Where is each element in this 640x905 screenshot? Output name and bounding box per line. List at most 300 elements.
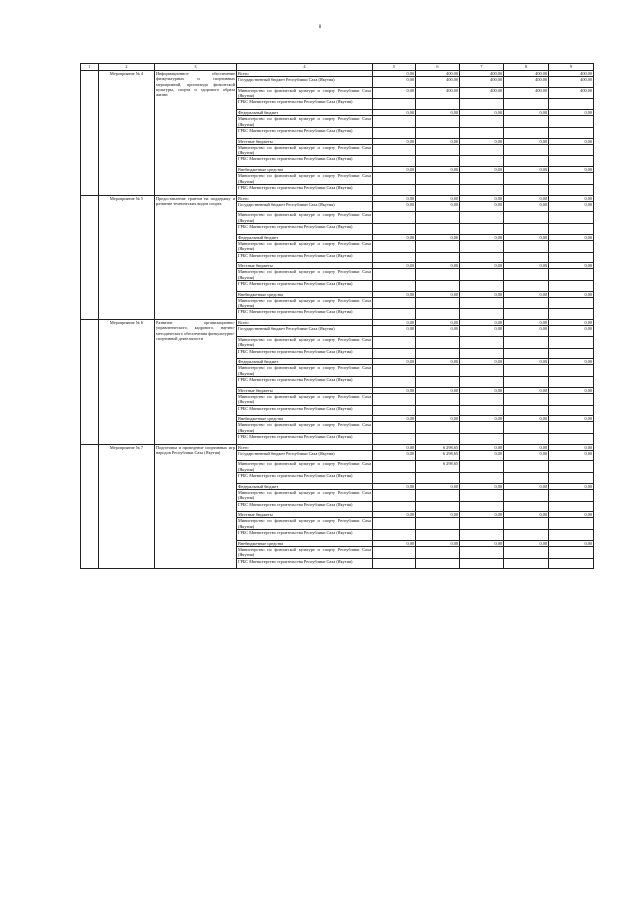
amount-cell [416, 297, 460, 309]
amount-cell: 0,00 [504, 512, 549, 518]
amount-cell [549, 269, 594, 281]
amount-cell: 0,00 [460, 167, 504, 173]
amount-cell [504, 173, 549, 185]
col-header-9: 9 [549, 64, 594, 71]
amount-cell [504, 116, 549, 128]
funding-source-cell: Государственный бюджет Республики Саха (Якутия) [237, 77, 373, 88]
funding-source-cell: Министерство по физической культуре и спорту Республики Саха (Якутия) [238, 144, 371, 156]
amount-cell [416, 348, 460, 359]
amount-cell [549, 518, 594, 530]
amount-cell: 0,00 [504, 326, 549, 337]
funding-source-cell: ГРБС Министерство строительства Республики Саха (Якутия) [237, 99, 373, 110]
amount-cell [373, 99, 416, 110]
amount-cell: 400,00 [549, 71, 594, 77]
amount-cell [416, 184, 460, 195]
amount-cell [549, 558, 594, 569]
amount-cell [549, 377, 594, 388]
amount-cell [416, 434, 460, 445]
amount-cell [416, 473, 460, 484]
amount-cell: 0,00 [504, 167, 549, 173]
amount-cell [504, 546, 549, 558]
amount-cell [504, 473, 549, 484]
amount-cell: 0,00 [504, 359, 549, 365]
amount-cell [373, 252, 416, 263]
funding-source-cell: Федеральный бюджет [237, 359, 373, 365]
amount-cell [373, 473, 416, 484]
amount-cell: 0,00 [460, 444, 504, 450]
amount-cell [549, 473, 594, 484]
amount-cell: 0,00 [504, 483, 549, 489]
col-header-7: 7 [460, 64, 504, 71]
amount-cell [504, 280, 549, 291]
amount-cell [504, 501, 549, 512]
amount-cell [504, 377, 549, 388]
amount-cell [460, 269, 504, 281]
amount-cell: 0,00 [460, 195, 504, 201]
amount-cell [460, 558, 504, 569]
funding-source-cell: ГРБС Министерство строительства Республики Саха (Якутия) [237, 501, 373, 512]
amount-cell [504, 461, 549, 473]
amount-cell [549, 184, 594, 195]
amount-cell: 0,00 [549, 512, 594, 518]
amount-cell: 0,00 [373, 110, 416, 116]
funding-source-cell: ГРБС Министерство строительства Республики Саха (Якутия) [237, 252, 373, 263]
amount-cell: 0,00 [549, 138, 594, 144]
amount-cell: 0,00 [373, 512, 416, 518]
amount-cell: 0,00 [549, 450, 594, 461]
amount-cell: 0,00 [549, 416, 594, 422]
amount-cell [373, 501, 416, 512]
amount-cell: 0,00 [373, 138, 416, 144]
amount-cell: 0,00 [460, 291, 504, 297]
measure-description-cell: Развитие организационно-управленческого, кадрового, научно-методического обеспечения физкультурно-спортивной деятельности [155, 320, 237, 445]
amount-cell: 0,00 [460, 320, 504, 326]
amount-cell: 0,00 [416, 416, 460, 422]
amount-cell: 0,00 [549, 326, 594, 337]
funding-source-cell: ГРБС Министерство строительства Республики Саха (Якутия) [237, 127, 373, 138]
amount-cell: 0,00 [416, 201, 460, 212]
amount-cell [373, 377, 416, 388]
funding-source-cell: Внебюджетные средства [237, 416, 373, 422]
amount-cell [416, 558, 460, 569]
amount-cell [460, 473, 504, 484]
amount-cell [504, 434, 549, 445]
funding-source-cell: Министерство по физической культуре и спорту Республики Саха (Якутия) [238, 336, 371, 348]
funding-source-cell: Министерство по физической культуре и спорту Республики Саха (Якутия) [238, 489, 371, 501]
funding-source-cell: Министерство по физической культуре и спорту Республики Саха (Якутия) [238, 269, 371, 280]
measure-description-cell: Информационное обеспечение физкультурных и спортивных мероприятий, пропаганда физической культуры, спорта и здорового образа жизни [155, 71, 237, 196]
row-number-cell [81, 444, 99, 569]
amount-cell: 0,00 [416, 195, 460, 201]
amount-cell [460, 377, 504, 388]
measure-name-cell: Мероприятие № 7 [99, 444, 155, 569]
amount-cell [373, 348, 416, 359]
amount-cell: 0,00 [460, 387, 504, 393]
amount-cell: 0,00 [373, 201, 416, 212]
amount-cell [416, 365, 460, 377]
funding-source-cell: Министерство по физической культуре и спорту Республики Саха (Якутия) [238, 546, 371, 558]
amount-cell: 0,00 [373, 387, 416, 393]
amount-cell: 0,00 [504, 263, 549, 269]
funding-source-cell: Всего [237, 195, 373, 201]
measure-description-cell: Подготовка и проведение спортивных игр народов Республики Саха (Якутия) [155, 444, 237, 569]
amount-cell: 0,00 [416, 359, 460, 365]
amount-cell: 0,00 [460, 450, 504, 461]
amount-cell [373, 558, 416, 569]
amount-cell: 0,00 [549, 320, 594, 326]
amount-cell [373, 393, 416, 405]
funding-source-cell: Местные бюджеты [237, 512, 373, 518]
amount-cell [460, 489, 504, 501]
amount-cell [549, 297, 594, 309]
amount-cell: 0,00 [416, 167, 460, 173]
budget-table [80, 63, 594, 569]
amount-cell: 0,00 [549, 167, 594, 173]
amount-cell [504, 212, 549, 224]
amount-cell: 0,00 [504, 540, 549, 546]
measure-name-cell: Мероприятие № 6 [99, 320, 155, 445]
amount-cell [416, 280, 460, 291]
funding-source-cell: Федеральный бюджет [237, 483, 373, 489]
amount-cell: 400,00 [416, 71, 460, 77]
amount-cell [549, 489, 594, 501]
amount-cell [460, 99, 504, 110]
amount-cell: 0,00 [460, 263, 504, 269]
budget-table-wrapper [80, 63, 594, 569]
amount-cell [416, 240, 460, 252]
funding-source-cell: ГРБС Министерство строительства Республики Саха (Якутия) [237, 184, 373, 195]
funding-source-cell: Министерство по физической культуре и спорту Республики Саха (Якутия) [238, 422, 371, 433]
amount-cell: 0,00 [416, 483, 460, 489]
amount-cell [549, 501, 594, 512]
amount-cell: 0,00 [373, 195, 416, 201]
funding-source-cell: Всего [237, 320, 373, 326]
amount-cell [460, 530, 504, 541]
amount-cell [416, 393, 460, 405]
row-number-cell [81, 71, 99, 196]
amount-cell [460, 461, 504, 473]
amount-cell [460, 144, 504, 156]
amount-cell: 0,00 [416, 263, 460, 269]
amount-cell: 0,00 [504, 387, 549, 393]
amount-cell: 0,00 [504, 110, 549, 116]
amount-cell [373, 489, 416, 501]
funding-source-cell: Местные бюджеты [237, 387, 373, 393]
funding-source-cell: Министерство по физической культуре и спорту Республики Саха (Якутия) [238, 212, 371, 223]
amount-cell [373, 224, 416, 235]
amount-cell [504, 99, 549, 110]
row-number-cell [81, 320, 99, 445]
amount-cell [460, 156, 504, 167]
amount-cell [373, 212, 416, 224]
amount-cell [549, 309, 594, 320]
amount-cell [549, 99, 594, 110]
amount-cell [504, 518, 549, 530]
funding-source-cell: Государственный бюджет Республики Саха (Якутия) [237, 326, 373, 337]
measure-name-cell: Мероприятие № 4 [99, 71, 155, 196]
amount-cell [460, 184, 504, 195]
col-header-2: 2 [99, 64, 155, 71]
amount-cell: 0,00 [460, 540, 504, 546]
amount-cell [460, 224, 504, 235]
funding-source-cell: Государственный бюджет Республики Саха (Якутия) [237, 450, 373, 461]
amount-cell: 0,00 [504, 444, 549, 450]
amount-cell [504, 184, 549, 195]
amount-cell [416, 212, 460, 224]
amount-cell [460, 280, 504, 291]
amount-cell [549, 546, 594, 558]
amount-cell: 0,00 [460, 326, 504, 337]
amount-cell [460, 336, 504, 348]
amount-cell [460, 116, 504, 128]
amount-cell [373, 297, 416, 309]
amount-cell [504, 309, 549, 320]
amount-cell [416, 156, 460, 167]
amount-cell: 0,00 [373, 87, 416, 99]
col-header-8: 8 [504, 64, 549, 71]
amount-cell [460, 518, 504, 530]
amount-cell [504, 348, 549, 359]
funding-source-cell: ГРБС Министерство строительства Республики Саха (Якутия) [237, 405, 373, 416]
amount-cell [549, 434, 594, 445]
amount-cell: 0,00 [504, 320, 549, 326]
amount-cell [504, 224, 549, 235]
amount-cell: 400,00 [460, 87, 504, 99]
amount-cell [549, 405, 594, 416]
amount-cell: 0,00 [460, 201, 504, 212]
amount-cell [504, 144, 549, 156]
amount-cell [416, 99, 460, 110]
funding-source-cell: ГРБС Министерство строительства Республики Саха (Якутия) [237, 156, 373, 167]
funding-source-cell: ГРБС Министерство строительства Республики Саха (Якутия) [237, 348, 373, 359]
funding-source-cell: ГРБС Министерство строительства Республики Саха (Якутия) [237, 377, 373, 388]
amount-cell [460, 297, 504, 309]
amount-cell [460, 348, 504, 359]
amount-cell: 400,00 [549, 77, 594, 88]
amount-cell [504, 156, 549, 167]
amount-cell: 400,00 [504, 87, 549, 99]
amount-cell: 0,00 [460, 512, 504, 518]
amount-cell: 0,00 [373, 263, 416, 269]
amount-cell: 0,00 [373, 416, 416, 422]
amount-cell [504, 127, 549, 138]
funding-source-cell: Федеральный бюджет [237, 110, 373, 116]
funding-source-cell: Всего [237, 444, 373, 450]
amount-cell [460, 212, 504, 224]
page-number: 8 [318, 25, 322, 30]
amount-cell [460, 252, 504, 263]
amount-cell: 0,00 [504, 195, 549, 201]
amount-cell: 0,00 [460, 359, 504, 365]
amount-cell [549, 348, 594, 359]
amount-cell [549, 336, 594, 348]
funding-source-cell: Министерство по физической культуре и спорту Республики Саха (Якутия) [238, 87, 371, 99]
amount-cell [373, 173, 416, 185]
amount-cell [373, 405, 416, 416]
amount-cell [460, 240, 504, 252]
amount-cell [504, 405, 549, 416]
amount-cell: 0,00 [373, 77, 416, 88]
amount-cell: 0,00 [373, 167, 416, 173]
amount-cell [460, 405, 504, 416]
amount-cell [373, 144, 416, 156]
amount-cell [373, 280, 416, 291]
amount-cell: 0,00 [416, 291, 460, 297]
amount-cell: 0,00 [504, 234, 549, 240]
funding-source-cell: ГРБС Министерство строительства Республики Саха (Якутия) [237, 530, 373, 541]
amount-cell [549, 127, 594, 138]
funding-source-cell: Министерство по физической культуре и спорту Республики Саха (Якутия) [238, 116, 371, 127]
amount-cell: 400,00 [504, 71, 549, 77]
col-header-1: 1 [81, 64, 99, 71]
amount-cell [373, 184, 416, 195]
amount-cell [460, 365, 504, 377]
amount-cell: 0,00 [373, 326, 416, 337]
funding-source-cell: ГРБС Министерство строительства Республики Саха (Якутия) [237, 558, 373, 569]
funding-source-cell: Внебюджетные средства [237, 540, 373, 546]
amount-cell: 0,00 [373, 483, 416, 489]
amount-cell [504, 365, 549, 377]
amount-cell [373, 127, 416, 138]
amount-cell [416, 546, 460, 558]
amount-cell: 0,00 [416, 326, 460, 337]
amount-cell [373, 461, 416, 473]
col-header-5: 5 [373, 64, 416, 71]
amount-cell: 0,00 [416, 320, 460, 326]
amount-cell [373, 309, 416, 320]
amount-cell: 0,00 [549, 201, 594, 212]
amount-cell [460, 309, 504, 320]
amount-cell: 0,00 [549, 387, 594, 393]
amount-cell: 0,00 [504, 416, 549, 422]
amount-cell: 0,00 [549, 234, 594, 240]
amount-cell [416, 405, 460, 416]
funding-source-cell: Местные бюджеты [237, 138, 373, 144]
amount-cell: 0,00 [549, 110, 594, 116]
funding-source-cell: Министерство по физической культуре и спорту Республики Саха (Якутия) [238, 173, 371, 184]
amount-cell: 6 298,65 [416, 444, 460, 450]
amount-cell [373, 546, 416, 558]
amount-cell: 0,00 [549, 263, 594, 269]
amount-cell: 0,00 [549, 291, 594, 297]
amount-cell [549, 280, 594, 291]
funding-source-cell: Министерство по физической культуре и спорту Республики Саха (Якутия) [238, 518, 371, 529]
amount-cell [549, 365, 594, 377]
amount-cell [416, 127, 460, 138]
amount-cell: 0,00 [416, 234, 460, 240]
amount-cell [373, 336, 416, 348]
amount-cell [549, 422, 594, 434]
col-header-4: 4 [237, 64, 373, 71]
amount-cell [416, 309, 460, 320]
amount-cell [416, 336, 460, 348]
amount-cell: 0,00 [549, 195, 594, 201]
amount-cell: 0,00 [373, 291, 416, 297]
amount-cell [549, 530, 594, 541]
funding-source-cell: Государственный бюджет Республики Саха (Якутия) [237, 201, 373, 212]
amount-cell [373, 240, 416, 252]
amount-cell [549, 393, 594, 405]
funding-source-cell: Министерство по физической культуре и спорту Республики Саха (Якутия) [238, 240, 371, 252]
amount-cell [373, 518, 416, 530]
amount-cell [504, 489, 549, 501]
amount-cell: 0,00 [460, 234, 504, 240]
amount-cell [504, 558, 549, 569]
amount-cell: 0,00 [460, 110, 504, 116]
amount-cell [549, 252, 594, 263]
amount-cell [549, 156, 594, 167]
amount-cell [504, 422, 549, 434]
amount-cell: 0,00 [373, 444, 416, 450]
row-number-cell [81, 195, 99, 320]
budget-table-body [81, 64, 594, 569]
funding-source-cell: Всего [237, 71, 373, 77]
amount-cell: 0,00 [460, 416, 504, 422]
col-header-6: 6 [416, 64, 460, 71]
measure-name-cell: Мероприятие № 5 [99, 195, 155, 320]
amount-cell [416, 252, 460, 263]
amount-cell [504, 530, 549, 541]
amount-cell [549, 224, 594, 235]
amount-cell [416, 173, 460, 185]
amount-cell [549, 240, 594, 252]
amount-cell: 6 298,65 [416, 450, 460, 461]
funding-source-cell: Внебюджетные средства [237, 291, 373, 297]
amount-cell: 0,00 [549, 359, 594, 365]
amount-cell [416, 501, 460, 512]
amount-cell: 0,00 [373, 540, 416, 546]
funding-source-cell: Внебюджетные средства [237, 167, 373, 173]
amount-cell [416, 377, 460, 388]
funding-source-cell: ГРБС Министерство строительства Республики Саха (Якутия) [237, 280, 373, 291]
amount-cell: 0,00 [416, 512, 460, 518]
funding-source-cell: Министерство по физической культуре и спорту Республики Саха (Якутия) [238, 365, 371, 376]
amount-cell: 0,00 [460, 138, 504, 144]
amount-cell: 0,00 [373, 359, 416, 365]
funding-source-cell: ГРБС Министерство строительства Республики Саха (Якутия) [237, 224, 373, 235]
amount-cell [504, 297, 549, 309]
amount-cell: 400,00 [504, 77, 549, 88]
amount-cell: 6 298,65 [416, 461, 460, 473]
amount-cell: 0,00 [373, 71, 416, 77]
funding-source-cell: Федеральный бюджет [237, 234, 373, 240]
amount-cell [373, 422, 416, 434]
amount-cell [373, 269, 416, 281]
funding-source-cell: ГРБС Министерство строительства Республики Саха (Якутия) [237, 434, 373, 445]
amount-cell: 0,00 [416, 110, 460, 116]
amount-cell [549, 212, 594, 224]
amount-cell [504, 393, 549, 405]
amount-cell [373, 156, 416, 167]
amount-cell [416, 422, 460, 434]
amount-cell [416, 518, 460, 530]
amount-cell: 400,00 [460, 71, 504, 77]
amount-cell [460, 127, 504, 138]
col-header-3: 3 [155, 64, 237, 71]
amount-cell [504, 269, 549, 281]
amount-cell [373, 434, 416, 445]
amount-cell: 0,00 [416, 387, 460, 393]
funding-source-cell: Министерство по физической культуре и спорту Республики Саха (Якутия) [238, 461, 371, 472]
amount-cell [416, 116, 460, 128]
amount-cell [460, 434, 504, 445]
amount-cell [416, 530, 460, 541]
amount-cell: 0,00 [549, 444, 594, 450]
amount-cell [549, 144, 594, 156]
amount-cell [460, 173, 504, 185]
amount-cell: 400,00 [416, 87, 460, 99]
amount-cell [549, 173, 594, 185]
